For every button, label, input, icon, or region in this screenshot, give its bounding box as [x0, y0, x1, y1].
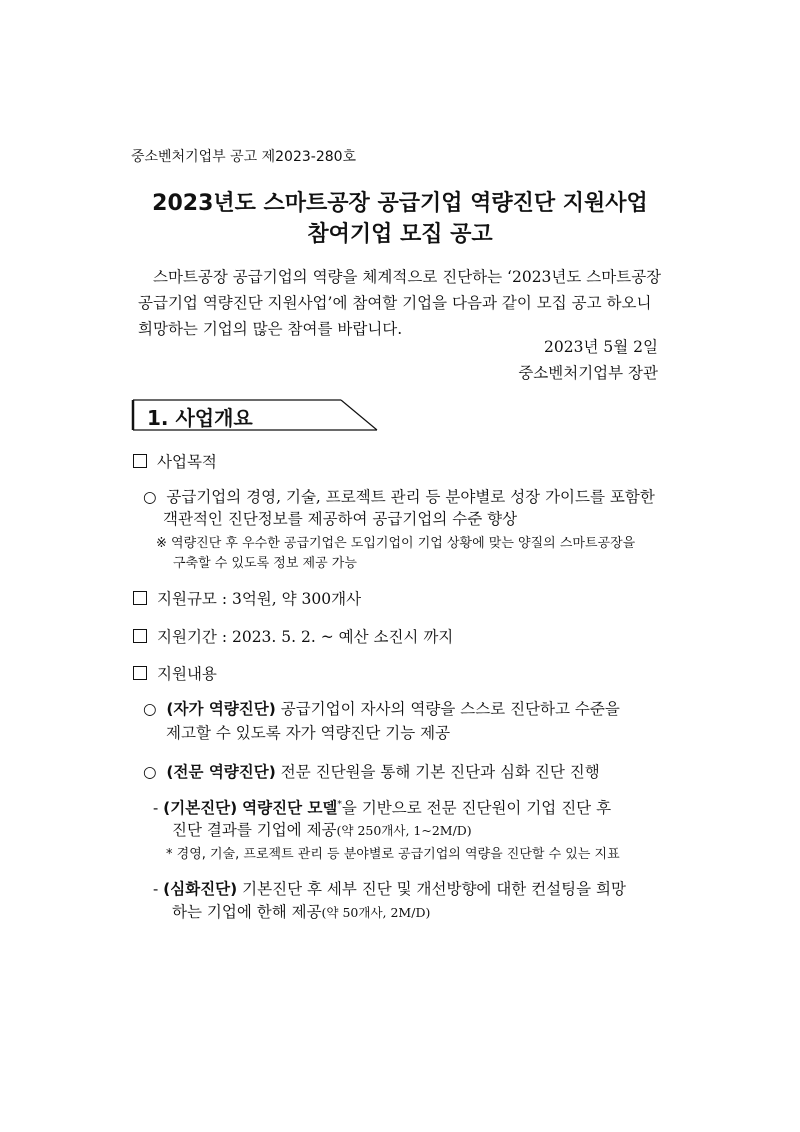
basic-diagnosis-scope: (약 250개사, 1~2M/D): [336, 823, 472, 838]
self-diagnosis-line1: [143, 697, 620, 719]
checkbox-icon: [133, 629, 147, 643]
basic-diagnosis-text1: 을 기반으로 전문 진단원이 기업 진단 후: [341, 799, 612, 817]
basic-diagnosis-text2: 진단 결과를 기업에 제공: [172, 821, 337, 839]
intro-line1: 스마트공장 공급기업의 역량을 체계적으로 진단하는 ‘2023년도 스마트공장: [153, 268, 662, 286]
section-header: [131, 398, 379, 432]
circle-bullet-icon: ○: [143, 700, 157, 718]
checkbox-icon: [133, 666, 147, 680]
deep-diagnosis-label: (심화진단): [163, 880, 238, 898]
deep-diagnosis-text2: 하는 기업에 한해 제공: [172, 903, 322, 921]
content-heading: [133, 662, 217, 684]
expert-diagnosis-text: 전문 진단원을 통해 기본 진단과 심화 진단 진행: [280, 763, 600, 781]
purpose-bullet-text1: 공급기업의 경영, 기술, 프로젝트 관리 등 분야별로 성장 가이드를 포함한: [166, 488, 655, 506]
notice-date: 2023년 5월 2일: [544, 338, 658, 356]
purpose-heading-text: 사업목적: [157, 453, 217, 471]
period-text: 지원기간 : 2023. 5. 2. ~ 예산 소진시 까지: [157, 628, 454, 646]
checkbox-icon: [133, 591, 147, 605]
circle-bullet-icon: ○: [143, 488, 157, 506]
section-title: 1. 사업개요: [147, 406, 253, 430]
content-heading-text: 지원내용: [157, 665, 217, 683]
deep-diagnosis-line2: [172, 900, 430, 922]
issuer: 중소벤처기업부 장관: [518, 364, 658, 382]
basic-diagnosis-dash: -: [153, 799, 164, 817]
basic-diagnosis-line1: [153, 796, 611, 818]
deep-diagnosis-text1: 기본진단 후 세부 진단 및 개선방향에 대한 컨설팅을 희망: [242, 880, 626, 898]
self-diagnosis-label: (자가 역량진단): [166, 700, 276, 718]
self-diagnosis-text1: 공급기업이 자사의 역량을 스스로 진단하고 수준을: [280, 700, 620, 718]
deep-diagnosis-scope: (약 50개사, 2M/D): [321, 905, 431, 920]
checkbox-icon: [133, 454, 147, 468]
notice-number: 중소벤처기업부 공고 제2023-280호: [131, 149, 357, 165]
circle-bullet-icon: ○: [143, 763, 157, 781]
basic-diagnosis-label: (기본진단): [163, 799, 238, 817]
purpose-heading: [133, 450, 217, 472]
basic-diagnosis-model: 역량진단 모델: [242, 799, 338, 817]
purpose-bullet-line1: [143, 485, 655, 507]
period-item: [133, 625, 453, 647]
purpose-note-line1: ※ 역량진단 후 우수한 공급기업은 도입기업이 기업 상황에 맞는 양질의 스마트공장을: [156, 536, 636, 551]
self-diagnosis-line2: 제고할 수 있도록 자가 역량진단 기능 제공: [166, 724, 451, 742]
purpose-note-line2: 구축할 수 있도록 정보 제공 가능: [173, 556, 357, 571]
intro-line2: 공급기업 역량진단 지원사업’에 참여할 기업을 다음과 같이 모집 공고 하오니: [138, 294, 652, 312]
deep-diagnosis-line1: [153, 877, 626, 899]
expert-diagnosis: [143, 760, 600, 782]
document-title-line1: 2023년도 스마트공장 공급기업 역량진단 지원사업: [152, 191, 648, 216]
scale-item: [133, 587, 361, 609]
basic-diagnosis-footnote: * 경영, 기술, 프로젝트 관리 등 분야별로 공급기업의 역량을 진단할 수 있는 지표: [166, 847, 620, 862]
footnote-marker: *: [337, 799, 342, 810]
basic-diagnosis-line2: [172, 818, 472, 840]
expert-diagnosis-label: (전문 역량진단): [166, 763, 276, 781]
scale-text: 지원규모 : 3억원, 약 300개사: [157, 590, 362, 608]
purpose-bullet-line2: 객관적인 진단정보를 제공하여 공급기업의 수준 향상: [163, 510, 518, 528]
deep-diagnosis-dash: -: [153, 880, 164, 898]
intro-line3: 희망하는 기업의 많은 참여를 바랍니다.: [138, 320, 403, 338]
document-title-line2: 참여기업 모집 공고: [307, 222, 493, 247]
